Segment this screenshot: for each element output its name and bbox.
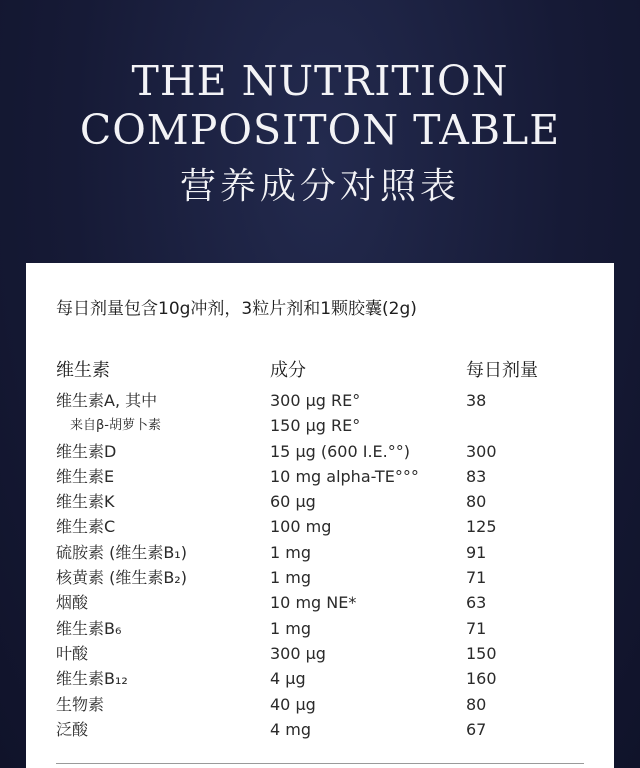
vitamin-name: 维生素B₆ bbox=[56, 618, 122, 638]
table-row bbox=[56, 414, 596, 439]
vitamin-daily: 63 bbox=[466, 593, 487, 613]
vitamin-name: 生物素 bbox=[56, 694, 105, 714]
divider bbox=[56, 763, 584, 764]
table-row bbox=[56, 693, 596, 718]
vitamin-amount: 10 mg NE* bbox=[270, 593, 357, 613]
vitamin-daily: 300 bbox=[466, 441, 497, 461]
title-line-2: COMPOSITON TABLE bbox=[79, 106, 561, 154]
vitamin-name: 硫胺素 (维生素B₁) bbox=[56, 542, 187, 562]
table-header bbox=[56, 359, 596, 389]
vitamin-amount: 4 mg bbox=[270, 719, 312, 739]
vitamin-name: 叶酸 bbox=[56, 643, 89, 663]
vitamin-amount: 15 μg (600 I.E.°°) bbox=[270, 441, 410, 461]
vitamin-daily: 150 bbox=[466, 643, 497, 663]
table-row bbox=[56, 617, 596, 642]
vitamin-name: 核黄素 (维生素B₂) bbox=[56, 568, 187, 588]
vitamin-daily: 125 bbox=[466, 517, 497, 537]
table-row bbox=[56, 566, 596, 591]
column-header-amount: 成分 bbox=[270, 360, 306, 381]
vitamin-daily: 83 bbox=[466, 466, 487, 486]
table-row bbox=[56, 465, 596, 490]
vitamin-amount: 150 μg RE° bbox=[270, 416, 361, 436]
table-row bbox=[56, 718, 596, 743]
table-row bbox=[56, 490, 596, 515]
subtitle: 营养成分对照表 bbox=[179, 166, 460, 207]
vitamin-daily: 80 bbox=[466, 694, 487, 714]
table-row bbox=[56, 389, 596, 414]
table-row bbox=[56, 591, 596, 616]
vitamin-amount: 1 mg bbox=[270, 618, 312, 638]
vitamin-name: 来自β-胡萝卜素 bbox=[70, 418, 161, 434]
table-row bbox=[56, 642, 596, 667]
intro-text: 每日剂量包含10g冲剂，3粒片剂和1颗胶囊(2g) bbox=[56, 299, 417, 319]
vitamin-amount: 60 μg bbox=[270, 492, 316, 512]
column-header-vitamin: 维生素 bbox=[56, 360, 110, 381]
vitamin-name: 维生素A, 其中 bbox=[56, 391, 158, 410]
vitamin-amount: 300 μg RE° bbox=[270, 391, 361, 410]
vitamin-daily: 91 bbox=[466, 542, 487, 562]
column-header-daily: 每日剂量 bbox=[466, 360, 538, 381]
vitamin-name: 维生素E bbox=[56, 466, 115, 486]
vitamin-name: 维生素C bbox=[56, 517, 116, 537]
vitamin-name: 维生素K bbox=[56, 492, 115, 512]
nutrition-card bbox=[26, 263, 614, 768]
table-row bbox=[56, 515, 596, 540]
table-row bbox=[56, 440, 596, 465]
vitamin-daily: 71 bbox=[466, 618, 487, 638]
vitamin-amount: 100 mg bbox=[270, 517, 332, 537]
vitamin-amount: 1 mg bbox=[270, 542, 312, 562]
vitamin-name: 泛酸 bbox=[56, 719, 89, 739]
vitamin-name: 维生素B₁₂ bbox=[56, 669, 128, 689]
table-row bbox=[56, 667, 596, 692]
vitamin-daily: 38 bbox=[466, 391, 487, 410]
vitamin-amount: 300 μg bbox=[270, 643, 326, 663]
vitamin-daily: 80 bbox=[466, 492, 487, 512]
vitamin-daily: 160 bbox=[466, 669, 497, 689]
title-line-1: THE NUTRITION bbox=[131, 57, 509, 105]
vitamin-name: 烟酸 bbox=[56, 593, 89, 613]
vitamin-amount: 10 mg alpha-TE°°° bbox=[270, 466, 419, 486]
vitamin-name: 维生素D bbox=[56, 441, 117, 461]
nutrition-table bbox=[56, 359, 596, 743]
vitamin-amount: 1 mg bbox=[270, 568, 312, 588]
table-row bbox=[56, 541, 596, 566]
vitamin-amount: 4 μg bbox=[270, 669, 306, 689]
page-header bbox=[0, 0, 640, 262]
vitamin-daily: 71 bbox=[466, 568, 487, 588]
vitamin-daily: 67 bbox=[466, 719, 487, 739]
vitamin-amount: 40 μg bbox=[270, 694, 316, 714]
